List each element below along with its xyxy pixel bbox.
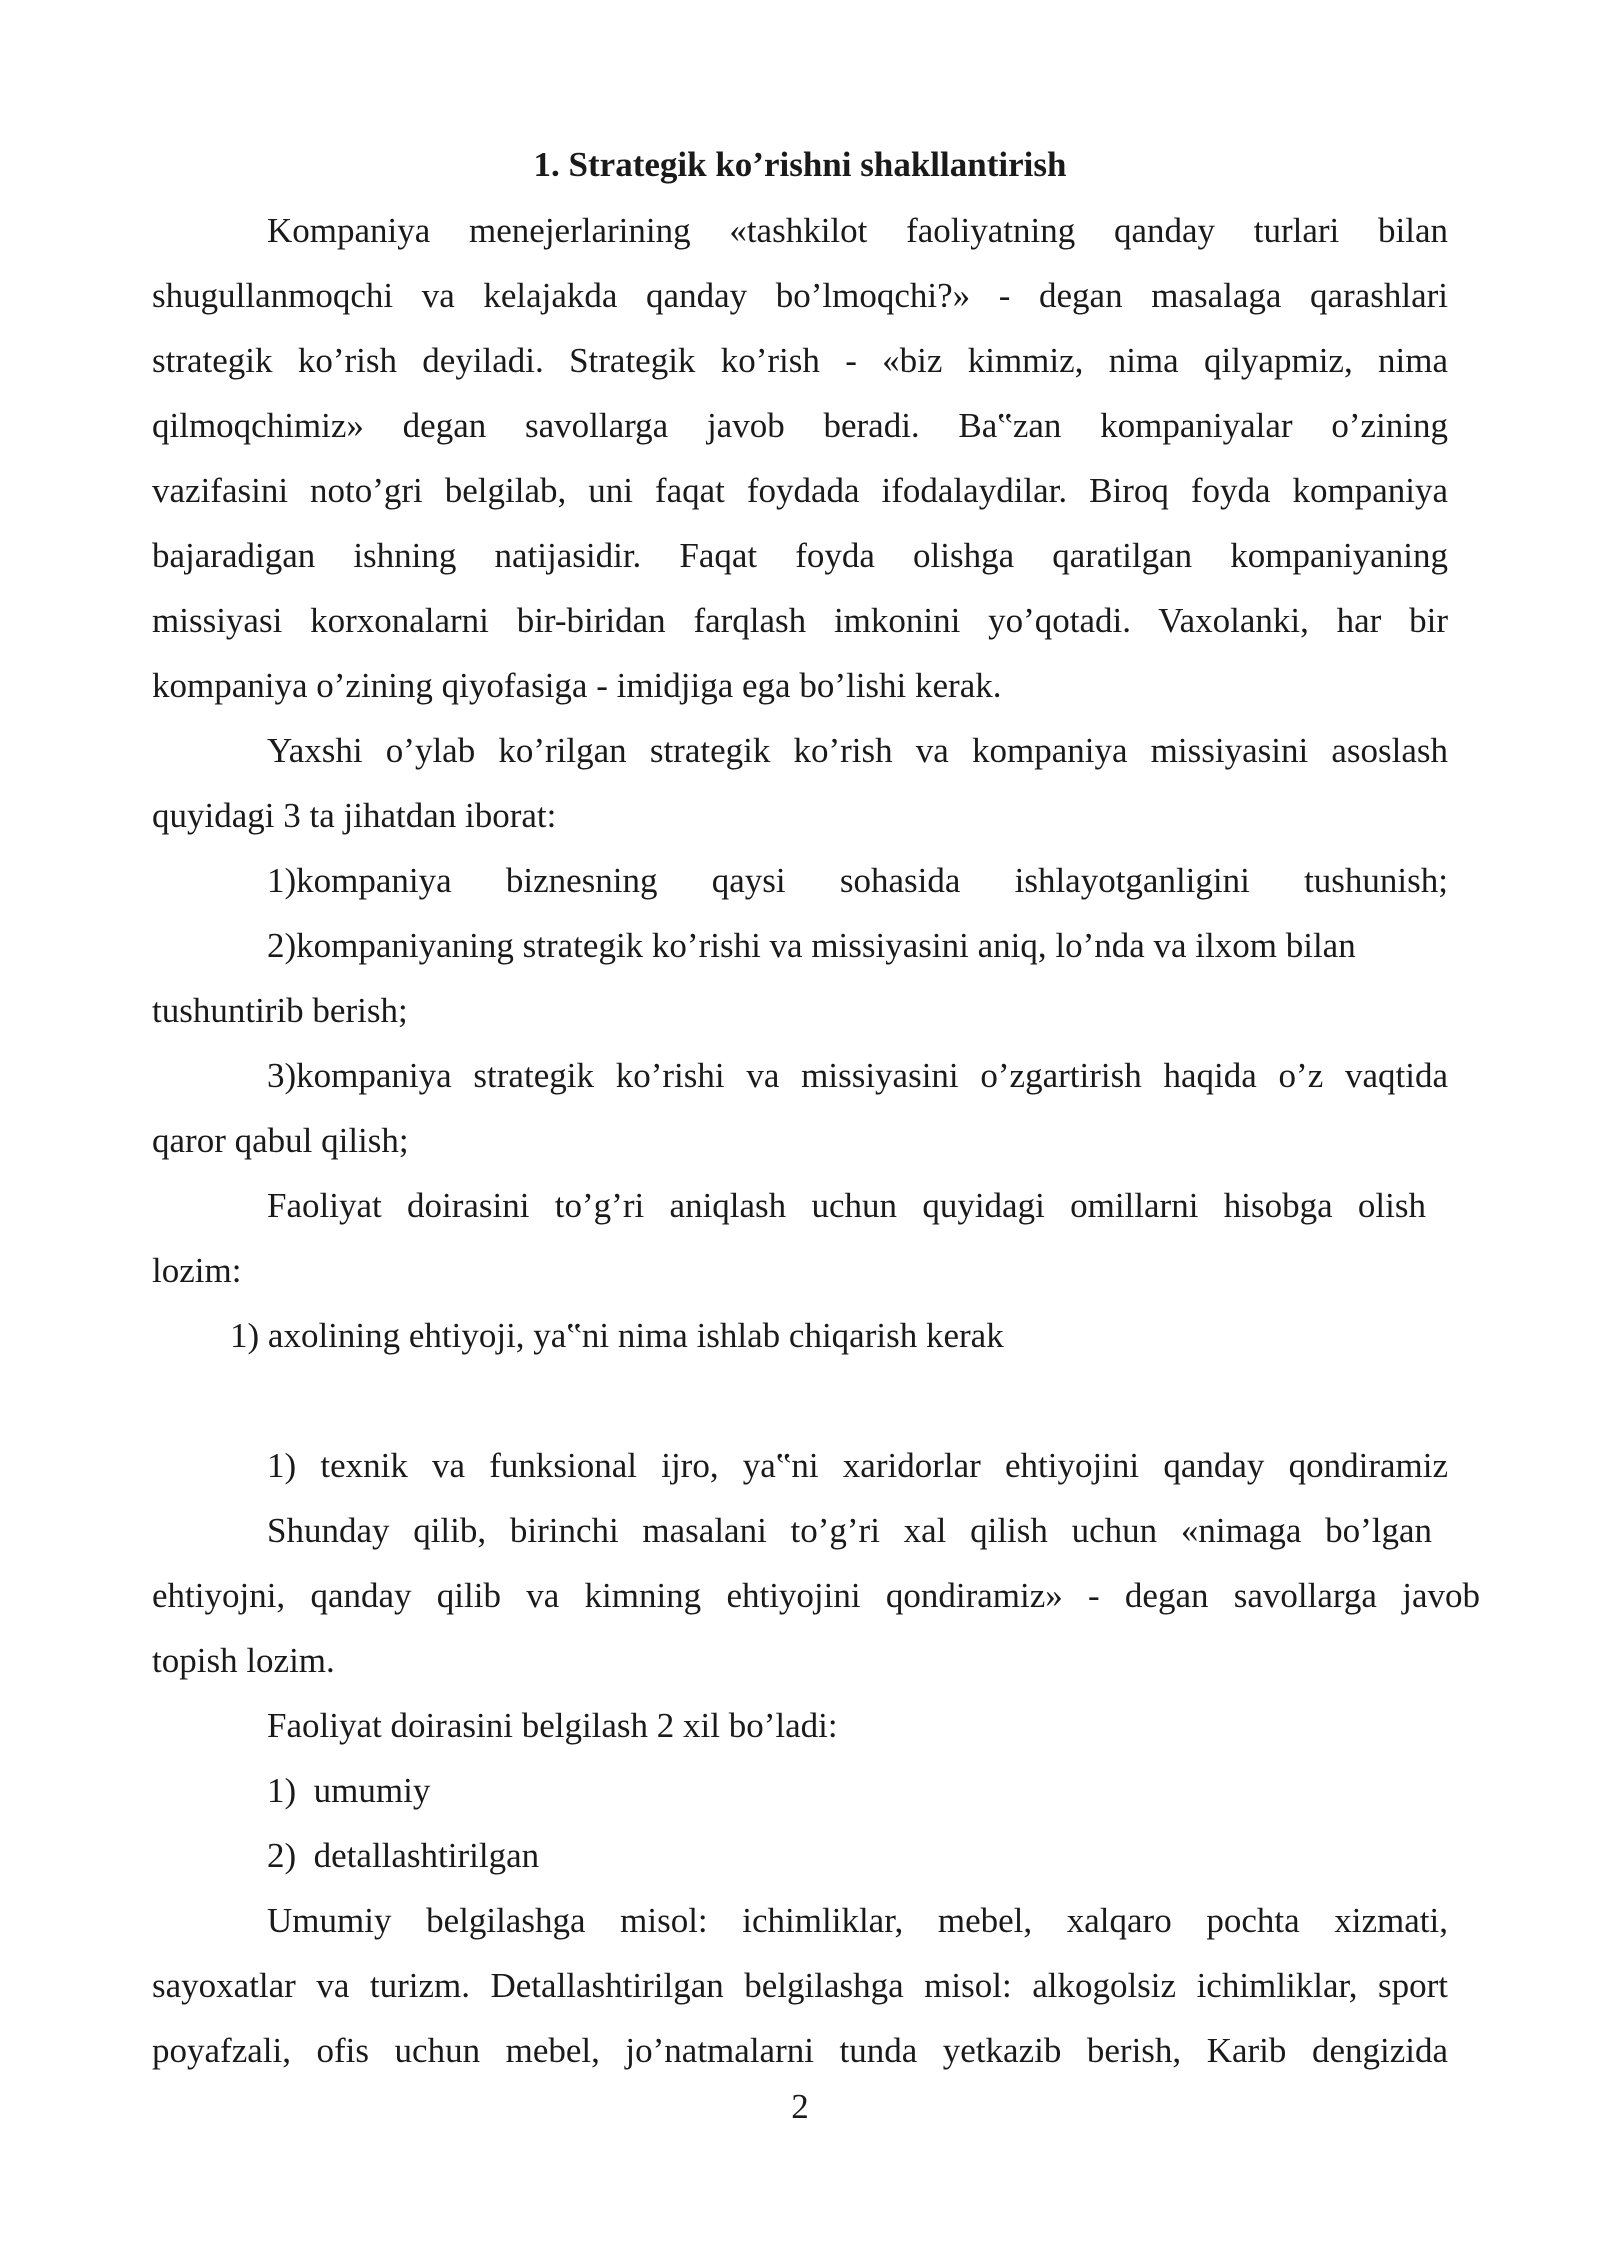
list-item: 2)kompaniyaning strategik ko’rishi va missiyasini aniq, lo’nda va ilxom bilan	[267, 926, 1356, 965]
text-line: quyidagi 3 ta jihatdan iborat:	[152, 796, 557, 835]
text-line: sayoxatlar va turizm. Detallashtirilgan belgilashga misol: alkogolsiz ichimliklar, sport	[152, 1966, 1448, 2005]
text-line: qaror qabul qilish;	[152, 1121, 409, 1160]
text-line: Kompaniya menejerlarining «tashkilot faoliyatning qanday turlari bilan	[267, 211, 1448, 250]
list-item: 3)kompaniya strategik ko’rishi va missiyasini o’zgartirish haqida o’z vaqtida	[267, 1056, 1448, 1095]
section-title: 1. Strategik ko’rishni shakllantirish	[533, 145, 1067, 184]
text-line: poyafzali, ofis uchun mebel, jo’natmalarni tunda yetkazib berish, Karib dengizida	[152, 2031, 1448, 2070]
text-line: missiyasi korxonalarni bir-biridan farqlash imkonini yo’qotadi. Vaxolanki, har bir	[152, 601, 1448, 640]
text-line: tushuntirib berish;	[152, 991, 408, 1030]
text-line: topish lozim.	[152, 1641, 335, 1680]
text-line: kompaniya o’zining qiyofasiga - imidjiga ega bo’lishi kerak.	[152, 666, 1002, 705]
text-line: Umumiy belgilashga misol: ichimliklar, mebel, xalqaro pochta xizmati,	[267, 1901, 1448, 1940]
text-line: Faoliyat doirasini to’g’ri aniqlash uchun quyidagi omillarni hisobga olish	[267, 1186, 1426, 1225]
text-line: qilmoqchimiz» degan savollarga javob beradi. Ba‟zan kompaniyalar o’zining	[152, 406, 1448, 445]
text-line: shugullanmoqchi va kelajakda qanday bo’lmoqchi?» - degan masalaga qarashlari	[152, 276, 1448, 315]
text-line: Shunday qilib, birinchi masalani to’g’ri xal qilish uchun «nimaga bo’lgan	[267, 1511, 1432, 1550]
list-item: 2) detallashtirilgan	[267, 1836, 540, 1875]
page-number: 2	[791, 2087, 809, 2126]
list-item: 1) texnik va funksional ijro, ya‟ni xaridorlar ehtiyojini qanday qondiramiz	[267, 1446, 1448, 1485]
text-line: ehtiyojni, qanday qilib va kimning ehtiyojini qondiramiz» - degan savollarga javob	[152, 1576, 1480, 1615]
list-item: 1) axolining ehtiyoji, ya‟ni nima ishlab chiqarish kerak	[230, 1316, 1004, 1355]
text-line: bajaradigan ishning natijasidir. Faqat foyda olishga qaratilgan kompaniyaning	[152, 536, 1448, 575]
list-item: 1) umumiy	[267, 1771, 431, 1810]
text-line: Yaxshi o’ylab ko’rilgan strategik ko’rish va kompaniya missiyasini asoslash	[267, 731, 1448, 770]
text-line: strategik ko’rish deyiladi. Strategik ko’rish - «biz kimmiz, nima qilyapmiz, nima	[152, 341, 1448, 380]
text-line: Faoliyat doirasini belgilash 2 xil bo’ladi:	[267, 1706, 838, 1745]
text-line: vazifasini noto’gri belgilab, uni faqat foydada ifodalaydilar. Biroq foyda kompaniya	[152, 471, 1448, 510]
list-item: 1)kompaniya biznesning qaysi sohasida ishlayotganligini tushunish;	[267, 861, 1448, 900]
text-line: lozim:	[152, 1251, 242, 1290]
